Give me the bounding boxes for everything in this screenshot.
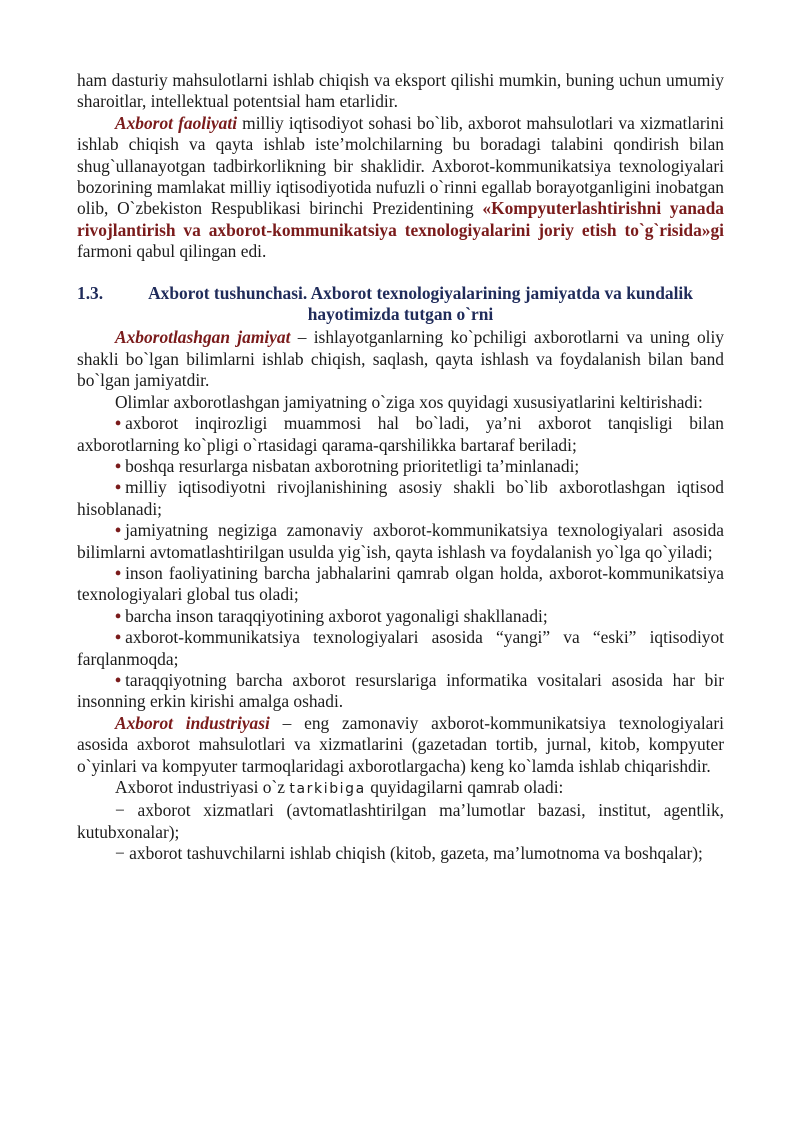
section-title: Axborot tushunchasi. Axborot texnologiyalarining jamiyatda va kundalik hayotimizda tutgan o`rni	[148, 282, 693, 325]
paragraph-text: farmoni qabul qilingan edi.	[77, 241, 267, 262]
bullet-icon: •	[115, 520, 122, 541]
list-item-text: axborot inqirozligi muammosi hal bo`ladi, ya’ni axborot tanqisligi bilan axborotlarning ko`pligi o`rtasidagi qarama-qarshilikka bartaraf beriladi;	[77, 413, 724, 455]
bullet-list	[77, 413, 724, 713]
bullet-icon: •	[115, 627, 122, 648]
bullet-icon: •	[115, 413, 122, 434]
list-item-text: jamiyatning negiziga zamonaviy axborot-kommunikatsiya texnologiyalari asosida bilimlarni avtomatlashtirilgan usulda yig`ish, qayta ishlash va foydalanish yo`lga qo`yiladi;	[77, 520, 724, 562]
bullet-icon: •	[115, 455, 122, 476]
decree-title: «Kompyuterlashtirishni yanada rivojlantirish va axborot-kommunikatsiya texnologiyalarini joriy etish to`g`risida»gi	[77, 198, 724, 240]
list-item	[77, 520, 724, 563]
paragraph-text: milliy iqtisodiyot sohasi bo`lib, axborot mahsulotlari va xizmatlarini ishlab chiqish va qayta ishlab iste’molchilarning bu boradagi talabini qondirish bilan shug`ullanayotgan tadbirkorlikning bir shaklidir. Axborot-kommunikatsiya texnologiyalari bozorining mamlakat milliy iqtisodiyotida nufuzli o`rinni egallab borayotganligini inobatgan olib, O`zbekiston Respublikasi birinchi Prezidentining	[77, 112, 724, 219]
list-item	[77, 456, 724, 477]
bullet-icon: •	[115, 562, 122, 583]
spaced-word: tarkibiga	[289, 781, 366, 797]
list-item-text: barcha inson taraqqiyotining axborot yagonaligi shakllanadi;	[125, 605, 548, 626]
paragraph-text: – eng zamonaviy axborot-kommunikatsiya texnologiyalari asosida axborot mahsulotlari va xizmatlarini (gazetadan tortib, jurnal, kitob, kompyuter o`yinlari va kompyuter tarmoqlaridagi axborotlargacha) keng ko`lamda ishlab chiqarishdir.	[77, 712, 724, 776]
paragraph-axborot-faoliyati	[77, 113, 724, 263]
bullet-icon: •	[115, 605, 122, 626]
list-item	[77, 477, 724, 520]
list-item-text: milliy iqtisodiyotni rivojlanishining asosiy shakli bo`lib axborotlashgan iqtisod hisoblanadi;	[77, 477, 724, 519]
list-item	[77, 606, 724, 627]
paragraph-text: – ishlayotganlarning ko`pchiligi axborotlarni va uning oliy shakli bo`lgan bilimlarni ishlab chiqish, saqlash, qayta ishlash va foydalanish bilan band bo`lgan jamiyatdir.	[77, 327, 724, 391]
list-item-text: inson faoliyatining barcha jabhalarini qamrab olgan holda, axborot-kommunikatsiya texnologiyalari global tus oladi;	[77, 562, 724, 605]
bullet-icon: •	[115, 477, 122, 498]
paragraph-text: Axborot industriyasi o`z	[115, 777, 290, 797]
bullet-icon: •	[115, 669, 122, 690]
list-item-text: boshqa resurlarga nisbatan axborotning prioritetligi ta’minlanadi;	[125, 455, 580, 476]
section-number: 1.3.	[77, 282, 104, 303]
dash-list-item: − axborot tashuvchilarni ishlab chiqish (kitob, gazeta, ma’lumotnoma va boshqalar);	[115, 843, 703, 864]
paragraph: ham dasturiy mahsulotlarni ishlab chiqish va eksport qilishi mumkin, buning uchun umumiy sharoitlar, intellektual potentsial ham etarlidir.	[77, 70, 724, 112]
dash-list-item: − axborot xizmatlari (avtomatlashtirilgan ma’lumotlar bazasi, institut, agentlik, kutubxonalar);	[77, 800, 724, 842]
list-item	[77, 627, 724, 670]
term: Axborotlashgan jamiyat	[115, 327, 291, 348]
list-item	[77, 563, 724, 606]
paragraph-axborotlashgan-jamiyat	[77, 327, 724, 391]
term: Axborot faoliyati	[115, 112, 238, 133]
list-item	[77, 413, 724, 456]
list-item	[77, 670, 724, 713]
term: Axborot industriyasi	[115, 712, 270, 733]
paragraph	[77, 777, 724, 800]
paragraph-axborot-industriyasi	[77, 713, 724, 777]
document-page	[77, 70, 724, 865]
paragraph-text: quyidagilarni qamrab oladi:	[365, 777, 564, 797]
list-item-text: taraqqiyotning barcha axborot resurslariga informatika vositalari asosida har bir insonning erkin kirishi amalga oshadi.	[77, 669, 724, 712]
section-heading	[77, 283, 724, 326]
paragraph: Olimlar axborotlashgan jamiyatning o`ziga xos quyidagi xususiyatlarini keltirishadi:	[115, 391, 703, 412]
list-item-text: axborot-kommunikatsiya texnologiyalari asosida “yangi” va “eski” iqtisodiyot farqlanmoqda;	[77, 627, 724, 669]
